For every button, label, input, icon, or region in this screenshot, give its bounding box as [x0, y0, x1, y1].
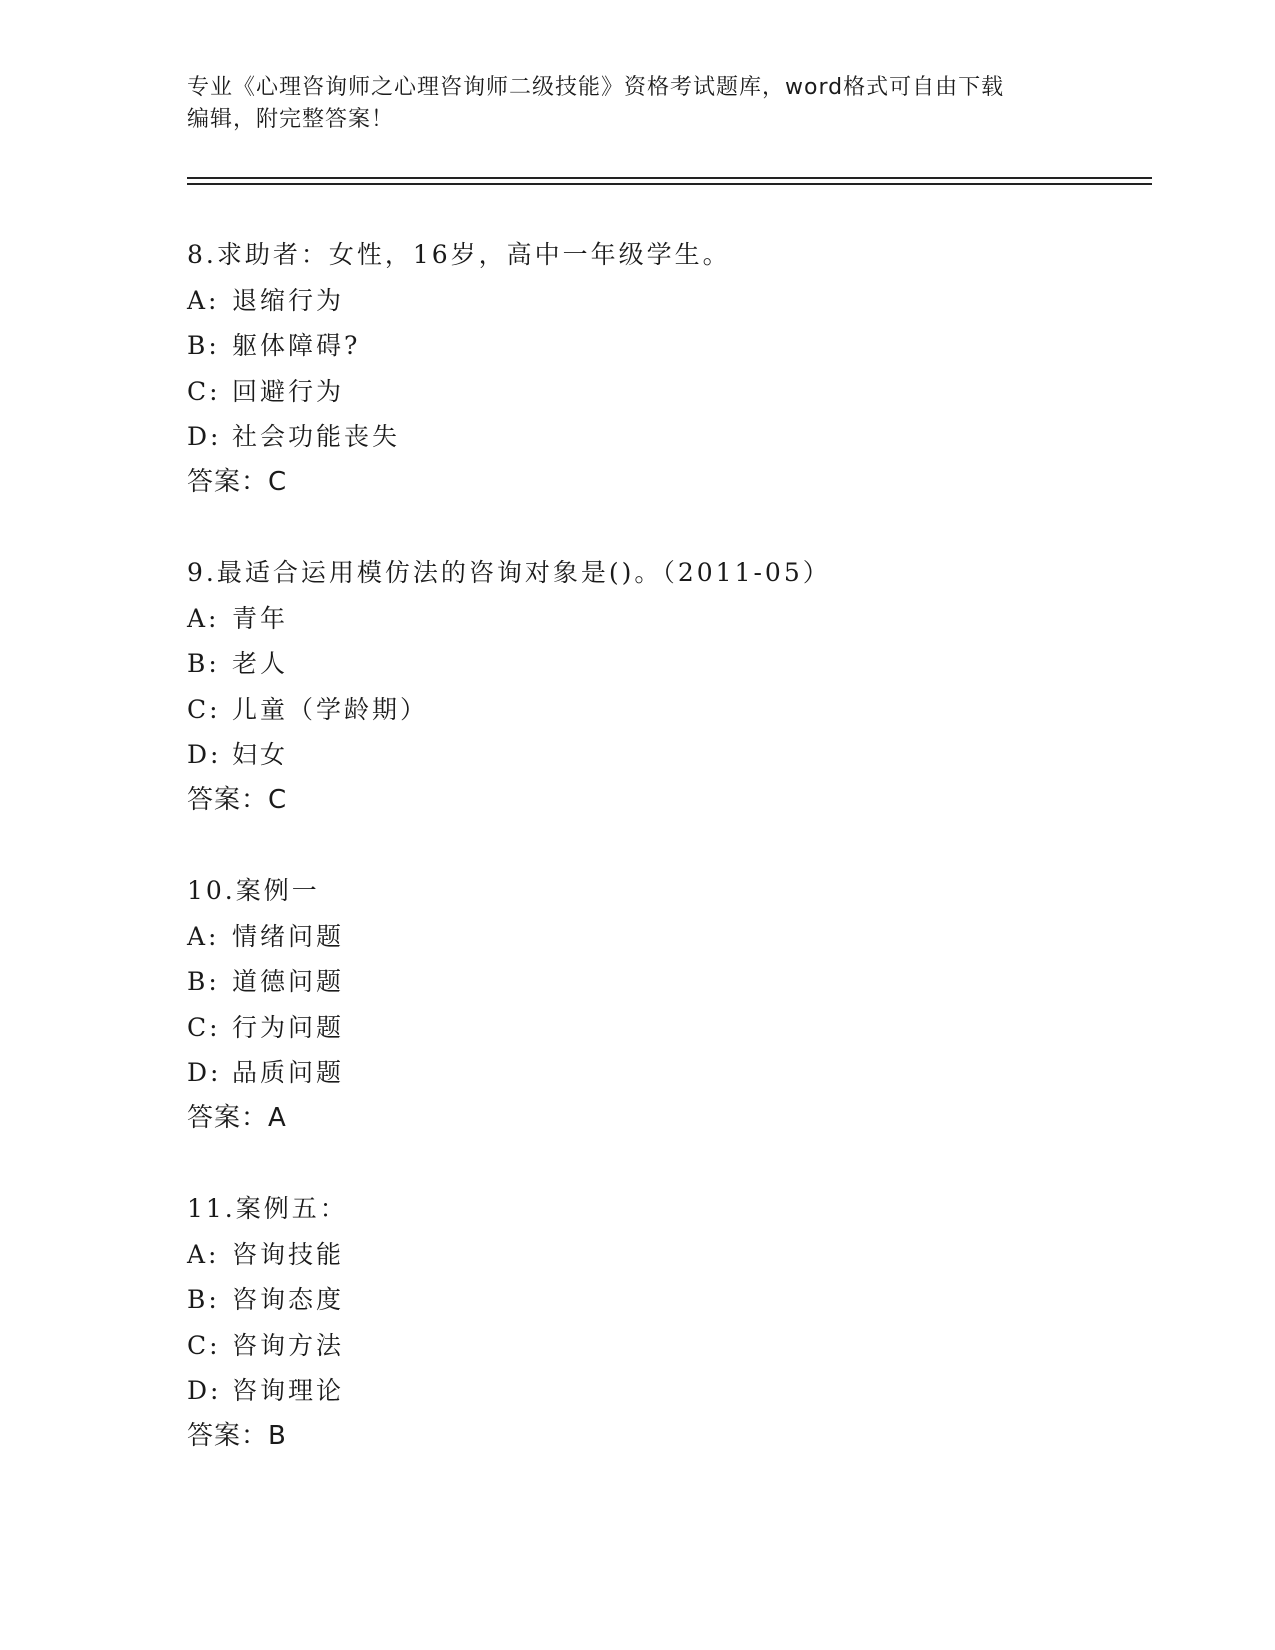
option-text: 退缩行为	[232, 285, 345, 315]
question-stem: 8.求助者：女性，16岁，高中一年级学生。	[187, 240, 731, 269]
option-letter: C:	[187, 694, 221, 724]
question-10	[187, 868, 1087, 1141]
question-stem: 10.案例一	[187, 876, 320, 905]
option-b	[187, 641, 1087, 687]
option-letter: D:	[187, 740, 222, 769]
header-line-2: 编辑，附完整答案！	[187, 107, 395, 132]
option-letter: D:	[187, 422, 222, 451]
option-a	[187, 596, 1087, 642]
header-line-1: 专业《心理咨询师之心理咨询师二级技能》资格考试题库，word格式可自由下载	[187, 75, 1005, 100]
answer-label: 答案：C	[187, 784, 288, 815]
option-b	[187, 323, 1087, 369]
option-d	[187, 732, 1087, 778]
question-11	[187, 1186, 1087, 1459]
option-text: 青年	[232, 603, 289, 633]
option-text: 咨询态度	[232, 1285, 345, 1314]
option-b	[187, 1277, 1087, 1323]
option-text: 行为问题	[232, 1012, 345, 1042]
option-text: 情绪问题	[232, 921, 345, 951]
option-a	[187, 278, 1087, 324]
question-8	[187, 232, 1087, 505]
option-letter: B:	[187, 1285, 220, 1314]
option-letter: A:	[187, 1239, 220, 1269]
option-text: 妇女	[232, 740, 289, 769]
option-a	[187, 914, 1087, 960]
option-d	[187, 1050, 1087, 1096]
option-letter: A:	[187, 921, 220, 951]
option-c	[187, 687, 1087, 733]
option-d	[187, 414, 1087, 460]
answer-label: 答案：C	[187, 466, 288, 497]
option-d	[187, 1368, 1087, 1414]
option-letter: B:	[187, 967, 220, 996]
question-9	[187, 550, 1087, 823]
header-divider-bottom	[187, 183, 1152, 185]
option-c	[187, 369, 1087, 415]
option-letter: A:	[187, 285, 220, 315]
option-text: 咨询理论	[232, 1376, 345, 1405]
option-letter: C:	[187, 1012, 221, 1042]
option-letter: A:	[187, 603, 220, 633]
question-stem: 11.案例五：	[187, 1194, 348, 1223]
option-c	[187, 1323, 1087, 1369]
option-letter: D:	[187, 1376, 222, 1405]
option-c	[187, 1005, 1087, 1051]
option-text: 咨询方法	[232, 1330, 345, 1360]
header-divider-top	[187, 177, 1152, 179]
option-text: 咨询技能	[232, 1239, 345, 1269]
answer-label: 答案：A	[187, 1102, 287, 1133]
option-letter: B:	[187, 331, 220, 360]
option-text: 品质问题	[232, 1058, 345, 1087]
option-text: 儿童（学龄期）	[232, 694, 429, 724]
option-letter: D:	[187, 1058, 222, 1087]
option-b	[187, 959, 1087, 1005]
option-text: 回避行为	[232, 376, 345, 406]
answer-label: 答案：B	[187, 1420, 287, 1451]
option-a	[187, 1232, 1087, 1278]
option-letter: B:	[187, 649, 220, 678]
option-letter: C:	[187, 1330, 221, 1360]
document-header	[187, 72, 1087, 136]
option-text: 社会功能丧失	[232, 422, 401, 451]
option-text: 道德问题	[232, 967, 345, 996]
option-text: 躯体障碍?	[232, 331, 361, 360]
option-text: 老人	[232, 649, 289, 678]
question-stem: 9.最适合运用模仿法的咨询对象是()。（2011-05）	[187, 558, 831, 587]
option-letter: C:	[187, 376, 221, 406]
